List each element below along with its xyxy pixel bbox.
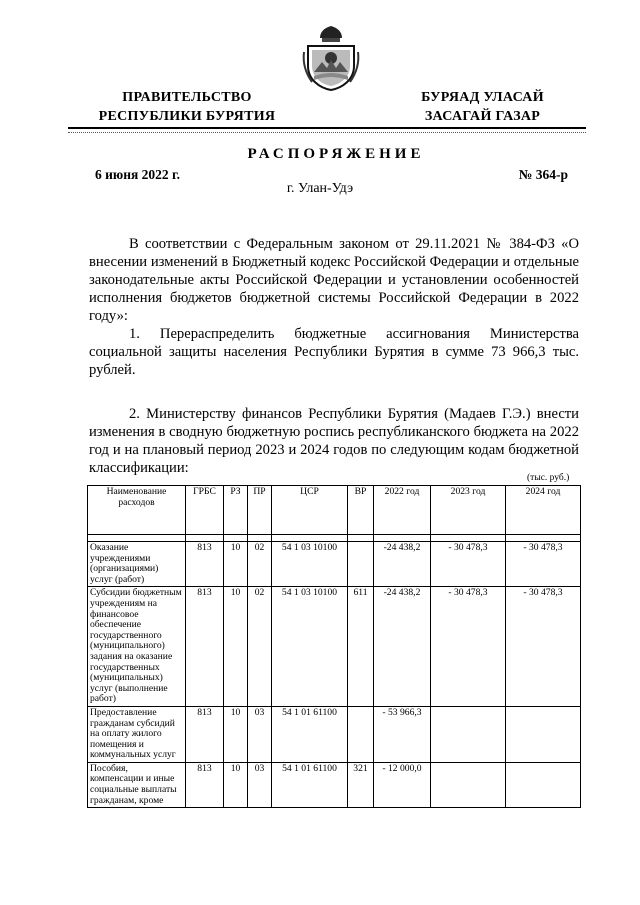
document-city: г. Улан-Удэ [286, 181, 354, 196]
header-2024: 2024 год [506, 486, 581, 535]
cell-rz: 10 [224, 587, 248, 707]
cell-2023: - 30 478,3 [431, 542, 506, 587]
header-2022: 2022 год [374, 486, 431, 535]
cell-pr: 03 [248, 706, 272, 762]
header-2023: 2023 год [431, 486, 506, 535]
cell-2022: - 12 000,0 [374, 762, 431, 807]
cell-2022: - 53 966,3 [374, 706, 431, 762]
cell-2022: -24 438,2 [374, 542, 431, 587]
cell-name: Предоставление гражданам субсидий на оплату жилого помещения и коммунальных услуг [88, 706, 186, 762]
document-title: РАСПОРЯЖЕНИЕ [247, 146, 425, 162]
cell-pr: 03 [248, 762, 272, 807]
header-right-line1: БУРЯАД УЛАСАЙ [421, 90, 544, 105]
cell-grbs: 813 [186, 762, 224, 807]
table-header-row [88, 486, 581, 535]
cell-vr [348, 542, 374, 587]
cell-csr: 54 1 01 61100 [272, 706, 348, 762]
cell-2024 [506, 706, 581, 762]
cell-rz: 10 [224, 706, 248, 762]
table-row [88, 542, 581, 587]
cell-2023 [431, 762, 506, 807]
cell-pr: 02 [248, 542, 272, 587]
cell-2022: -24 438,2 [374, 587, 431, 707]
budget-table [87, 485, 581, 808]
cell-2023: - 30 478,3 [431, 587, 506, 707]
government-name-russian [92, 88, 282, 126]
cell-2023 [431, 706, 506, 762]
cell-grbs: 813 [186, 706, 224, 762]
header-pr: ПР [248, 486, 272, 535]
header-divider-dotted [68, 132, 586, 133]
document-number: № 364-р [518, 167, 568, 182]
header-right-line2: ЗАСАГАЙ ГАЗАР [424, 109, 541, 124]
table-row [88, 587, 581, 707]
cell-vr: 611 [348, 587, 374, 707]
header-grbs: ГРБС [186, 486, 224, 535]
cell-name: Субсидии бюджетным учреждениям на финансовое обеспечение государственного (муниципального) задания на оказание государственных (муниципальных) услуг (выполнение работ) [88, 587, 186, 707]
cell-rz: 10 [224, 762, 248, 807]
header-divider [68, 127, 586, 129]
header-name: Наименование расходов [88, 486, 186, 535]
document-date: 6 июня 2022 г. [95, 167, 181, 182]
header-vr: ВР [348, 486, 374, 535]
cell-pr: 02 [248, 587, 272, 707]
item-1-paragraph: 1. Перераспределить бюджетные ассигнования Министерства социальной защиты населения Республики Бурятия в сумме 73 966,3 тыс. рублей. [89, 326, 579, 378]
table-spacer-row [88, 535, 581, 542]
cell-vr [348, 706, 374, 762]
cell-csr: 54 1 03 10100 [272, 542, 348, 587]
cell-name: Пособия, компенсации и иные социальные выплаты гражданам, кроме [88, 762, 186, 807]
item-2-paragraph: 2. Министерству финансов Республики Бурятия (Мадаев Г.Э.) внести изменения в сводную бюджетную роспись республиканского бюджета на 2022 год и на плановый период 2023 и 2024 годов по следующим кодам бюджетной классификации: [89, 406, 579, 476]
cell-grbs: 813 [186, 587, 224, 707]
header-left-line1: ПРАВИТЕЛЬСТВО [122, 90, 252, 105]
table-row [88, 706, 581, 762]
cell-csr: 54 1 03 10100 [272, 587, 348, 707]
cell-2024 [506, 762, 581, 807]
table-row [88, 762, 581, 807]
cell-vr: 321 [348, 762, 374, 807]
coat-of-arms-icon [300, 22, 362, 92]
cell-2024: - 30 478,3 [506, 587, 581, 707]
cell-2024: - 30 478,3 [506, 542, 581, 587]
cell-name: Оказание учреждениями (организациями) услуг (работ) [88, 542, 186, 587]
preamble-paragraph: В соответствии с Федеральным законом от 29.11.2021 № 384-ФЗ «О внесении изменений в Бюджетный кодекс Российской Федерации и отдельные законодательные акты Российской Федерации и установлении особенностей исполнения бюджетов бюджетной системы Российской Федерации в 2022 году»: [89, 236, 579, 324]
table-units: (тыс. руб.) [527, 473, 570, 483]
header-csr: ЦСР [272, 486, 348, 535]
header-left-line2: РЕСПУБЛИКИ БУРЯТИЯ [98, 109, 276, 124]
cell-grbs: 813 [186, 542, 224, 587]
header-rz: РЗ [224, 486, 248, 535]
cell-rz: 10 [224, 542, 248, 587]
cell-csr: 54 1 01 61100 [272, 762, 348, 807]
government-name-buryat [400, 88, 565, 126]
